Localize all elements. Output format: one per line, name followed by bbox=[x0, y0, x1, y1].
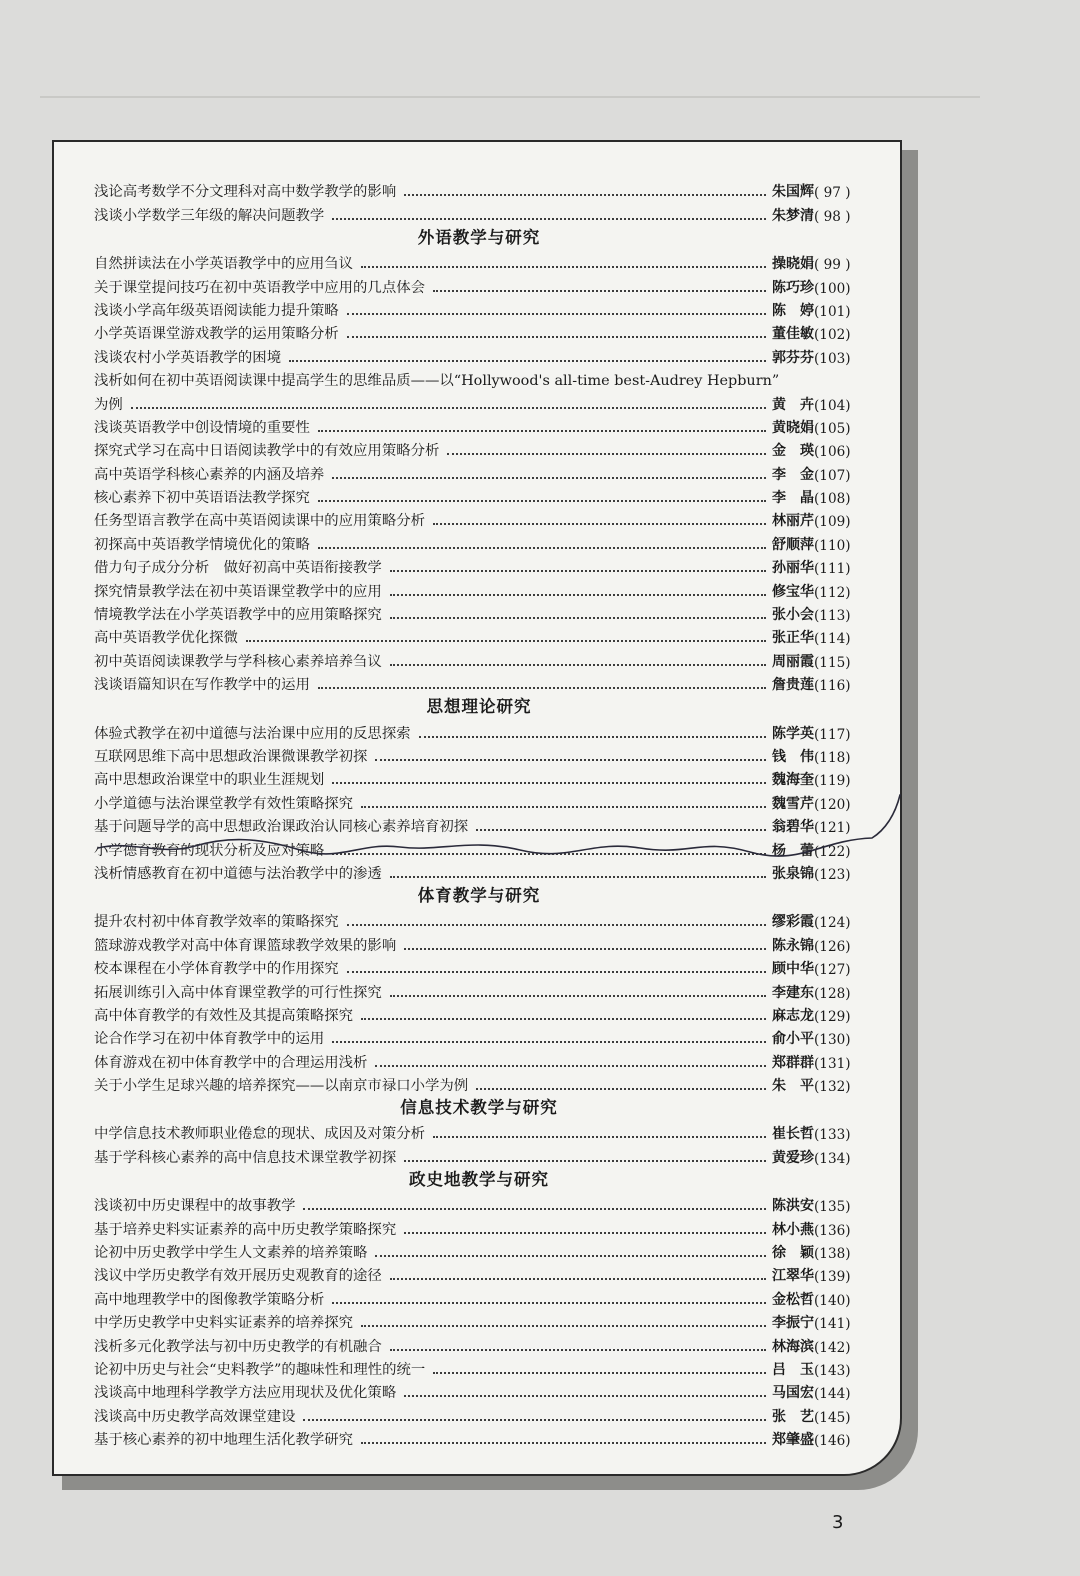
entry-author: 金松哲 bbox=[772, 1291, 814, 1308]
entry-title: 初探高中英语教学情境优化的策略 bbox=[94, 536, 310, 553]
entry-title: 提升农村初中体育教学效率的策略探究 bbox=[94, 914, 339, 931]
toc-entry bbox=[94, 343, 864, 366]
section-heading: 思想理论研究 bbox=[426, 697, 532, 717]
entry-page: (120) bbox=[814, 796, 851, 813]
entry-author: 顾中华 bbox=[772, 961, 814, 978]
entry-title: 浅谈语篇知识在写作教学中的运用 bbox=[94, 677, 310, 694]
toc-entry bbox=[94, 955, 864, 978]
entry-page: (100) bbox=[814, 280, 851, 297]
dot-leader bbox=[375, 759, 766, 761]
entry-page: (143) bbox=[814, 1362, 851, 1379]
toc-entry bbox=[94, 931, 864, 954]
entry-page: (105) bbox=[814, 420, 851, 437]
toc-entry bbox=[94, 1426, 864, 1449]
entry-title: 浅谈农村小学英语教学的困境 bbox=[94, 349, 282, 366]
entry-title: 浅谈小学数学三年级的解决问题教学 bbox=[94, 207, 325, 224]
entry-author: 陈永锦 bbox=[772, 937, 814, 954]
toc-entry bbox=[94, 766, 864, 789]
dot-leader bbox=[332, 853, 766, 855]
entry-title: 论初中历史与社会“史料教学”的趣味性和理性的统一 bbox=[94, 1361, 426, 1378]
dot-leader bbox=[332, 218, 766, 220]
entry-title: 浅论高考数学不分文理科对高中数学教学的影响 bbox=[94, 184, 397, 201]
toc-entry bbox=[94, 530, 864, 553]
dot-leader bbox=[419, 736, 766, 738]
toc-entry bbox=[94, 250, 864, 273]
entry-title: 论合作学习在初中体育教学中的运用 bbox=[94, 1031, 325, 1048]
entry-title: 小学道德与法治课堂教学有效性策略探究 bbox=[94, 795, 354, 812]
entry-page: (112) bbox=[814, 584, 851, 601]
toc-entry bbox=[94, 1356, 864, 1379]
entry-page: (141) bbox=[814, 1316, 851, 1333]
entry-page: (118) bbox=[814, 749, 851, 766]
entry-title: 核心素养下初中英语语法教学探究 bbox=[94, 490, 310, 507]
entry-title: 浅析多元化教学法与初中历史教学的有机融合 bbox=[94, 1338, 382, 1355]
toc-entry bbox=[94, 1402, 864, 1425]
entry-author: 陈巧珍 bbox=[772, 279, 814, 296]
dot-leader bbox=[361, 1442, 766, 1444]
entry-title: 为例 bbox=[94, 396, 123, 413]
entry-page: (119) bbox=[814, 773, 851, 790]
entry-author: 周丽霞 bbox=[772, 653, 814, 670]
entry-title: 浅谈英语教学中创设情境的重要性 bbox=[94, 419, 310, 436]
entry-title: 探究情景教学法在初中英语课堂教学中的应用 bbox=[94, 583, 382, 600]
toc-entry bbox=[94, 1048, 864, 1071]
entry-author: 孙丽华 bbox=[772, 560, 814, 577]
entry-page: (102) bbox=[814, 327, 851, 344]
entry-page: (108) bbox=[814, 491, 851, 508]
dot-leader bbox=[476, 829, 766, 831]
entry-author: 吕 玉 bbox=[772, 1361, 814, 1378]
entry-author: 李 晶 bbox=[772, 490, 814, 507]
entry-author: 翁碧华 bbox=[772, 819, 814, 836]
toc-entry bbox=[94, 577, 864, 600]
dot-leader bbox=[390, 995, 766, 997]
entry-author: 林海滨 bbox=[772, 1338, 814, 1355]
dot-leader bbox=[332, 1302, 766, 1304]
dot-leader bbox=[433, 1136, 766, 1138]
entry-page: ( 98 ) bbox=[814, 208, 851, 225]
entry-page: (115) bbox=[814, 654, 851, 671]
previous-page-header-line bbox=[40, 78, 980, 98]
toc-entry bbox=[94, 908, 864, 931]
entry-author: 李 金 bbox=[772, 466, 814, 483]
section-heading: 信息技术教学与研究 bbox=[400, 1098, 558, 1118]
entry-page: (127) bbox=[814, 962, 851, 979]
section-heading: 体育教学与研究 bbox=[417, 885, 541, 905]
entry-title: 高中英语教学优化探微 bbox=[94, 630, 238, 647]
dot-leader bbox=[332, 477, 766, 479]
entry-title: 拓展训练引入高中体育课堂教学的可行性探究 bbox=[94, 984, 382, 1001]
entry-page: (132) bbox=[814, 1079, 851, 1096]
dot-leader bbox=[318, 687, 766, 689]
entry-author: 舒顺萍 bbox=[772, 536, 814, 553]
entry-author: 江翠华 bbox=[772, 1268, 814, 1285]
dot-leader bbox=[433, 523, 766, 525]
section-heading: 外语教学与研究 bbox=[417, 227, 541, 247]
toc-entry bbox=[94, 647, 864, 670]
toc-entry bbox=[94, 1309, 864, 1332]
entry-page: (129) bbox=[814, 1008, 851, 1025]
page-number: 3 bbox=[832, 1512, 844, 1533]
entry-title: 高中英语学科核心素养的内涵及培养 bbox=[94, 466, 325, 483]
toc-entry bbox=[94, 1332, 864, 1355]
toc-entry bbox=[94, 789, 864, 812]
entry-page: (124) bbox=[814, 915, 851, 932]
entry-author: 麻志龙 bbox=[772, 1007, 814, 1024]
entry-page: (101) bbox=[814, 303, 851, 320]
entry-page: (140) bbox=[814, 1292, 851, 1309]
dot-leader bbox=[390, 876, 766, 878]
entry-title: 基于培养史料实证素养的高中历史教学策略探究 bbox=[94, 1221, 397, 1238]
entry-author: 朱 平 bbox=[772, 1078, 814, 1095]
dot-leader bbox=[375, 1255, 766, 1257]
entry-author: 郑肇盛 bbox=[772, 1432, 814, 1449]
entry-page: (128) bbox=[814, 985, 851, 1002]
dot-leader bbox=[404, 1160, 766, 1162]
entry-title: 小学德育教育的现状分析及应对策略 bbox=[94, 842, 325, 859]
dot-leader bbox=[332, 1041, 766, 1043]
entry-author: 郑群群 bbox=[772, 1054, 814, 1071]
entry-page: (104) bbox=[814, 397, 851, 414]
dot-leader bbox=[318, 430, 766, 432]
dot-leader bbox=[404, 194, 766, 196]
entry-author: 郭芬芬 bbox=[772, 349, 814, 366]
entry-title: 互联网思维下高中思想政治课微课教学初探 bbox=[94, 748, 368, 765]
entry-page: (131) bbox=[814, 1055, 851, 1072]
dot-leader bbox=[390, 1349, 766, 1351]
toc-entry bbox=[94, 1002, 864, 1025]
dot-leader bbox=[375, 1065, 766, 1067]
entry-page: ( 97 ) bbox=[814, 185, 851, 202]
dot-leader bbox=[447, 453, 766, 455]
entry-author: 陈 婷 bbox=[772, 302, 814, 319]
entry-page: (130) bbox=[814, 1032, 851, 1049]
entry-author: 黄 卉 bbox=[772, 396, 814, 413]
entry-page: (103) bbox=[814, 350, 851, 367]
entry-author: 黄晓娟 bbox=[772, 419, 814, 436]
entry-title: 小学英语课堂游戏教学的运用策略分析 bbox=[94, 326, 339, 343]
entry-author: 徐 颖 bbox=[772, 1245, 814, 1262]
entry-author: 李建东 bbox=[772, 984, 814, 1001]
toc-entry-continued bbox=[94, 367, 864, 390]
entry-title: 浅议中学历史教学有效开展历史观教育的途径 bbox=[94, 1268, 382, 1285]
entry-title: 任务型语言教学在高中英语阅读课中的应用策略分析 bbox=[94, 513, 425, 530]
entry-page: (110) bbox=[814, 537, 851, 554]
toc-entry bbox=[94, 1025, 864, 1048]
dot-leader bbox=[246, 640, 766, 642]
entry-page: (116) bbox=[814, 678, 851, 695]
toc-entry bbox=[94, 201, 864, 224]
dot-leader bbox=[347, 971, 766, 973]
entry-page: (138) bbox=[814, 1246, 851, 1263]
dot-leader bbox=[390, 1278, 766, 1280]
entry-title: 浅谈初中历史课程中的故事教学 bbox=[94, 1198, 296, 1215]
dot-leader bbox=[289, 360, 766, 362]
entry-title: 浅析情感教育在初中道德与法治教学中的渗透 bbox=[94, 865, 382, 882]
dot-leader bbox=[390, 664, 766, 666]
entry-author: 董佳敏 bbox=[772, 326, 814, 343]
entry-author: 张泉锦 bbox=[772, 865, 814, 882]
section-heading: 政史地教学与研究 bbox=[409, 1169, 549, 1189]
toc-entry bbox=[94, 1262, 864, 1285]
dot-leader bbox=[361, 1325, 766, 1327]
entry-title: 浅谈小学高年级英语阅读能力提升策略 bbox=[94, 302, 339, 319]
entry-page: (109) bbox=[814, 514, 851, 531]
entry-title: 浅谈高中地理科学教学方法应用现状及优化策略 bbox=[94, 1385, 397, 1402]
entry-page: (126) bbox=[814, 938, 851, 955]
dot-leader bbox=[347, 313, 766, 315]
dot-leader bbox=[476, 1088, 766, 1090]
entry-title: 校本课程在小学体育教学中的作用探究 bbox=[94, 961, 339, 978]
toc-entry bbox=[94, 1285, 864, 1308]
toc-entry bbox=[94, 1120, 864, 1143]
dot-leader bbox=[433, 1372, 766, 1374]
entry-title: 基于核心素养的初中地理生活化教学研究 bbox=[94, 1432, 354, 1449]
toc-entry bbox=[94, 273, 864, 296]
entry-page: (114) bbox=[814, 631, 851, 648]
entry-author: 陈学英 bbox=[772, 725, 814, 742]
entry-title: 篮球游戏教学对高中体育课篮球教学效果的影响 bbox=[94, 937, 397, 954]
toc-entry bbox=[94, 1192, 864, 1215]
entry-page: (142) bbox=[814, 1339, 851, 1356]
entry-page: (139) bbox=[814, 1269, 851, 1286]
toc-entry bbox=[94, 671, 864, 694]
toc-entry bbox=[94, 437, 864, 460]
entry-title: 高中地理教学中的图像教学策略分析 bbox=[94, 1291, 325, 1308]
table-of-contents bbox=[94, 178, 864, 1449]
dot-leader bbox=[361, 1018, 766, 1020]
toc-entry bbox=[94, 390, 864, 413]
dot-leader bbox=[404, 948, 766, 950]
entry-title: 中学历史教学中史料实证素养的培养探究 bbox=[94, 1315, 354, 1332]
entry-title: 基于问题导学的高中思想政治课政治认同核心素养培育初探 bbox=[94, 819, 469, 836]
entry-author: 杨 蕾 bbox=[772, 842, 814, 859]
entry-title: 浅谈高中历史教学高效课堂建设 bbox=[94, 1408, 296, 1425]
toc-entry bbox=[94, 554, 864, 577]
dot-leader bbox=[303, 1419, 766, 1421]
dot-leader bbox=[433, 290, 766, 292]
toc-entry bbox=[94, 860, 864, 883]
dot-leader bbox=[390, 617, 766, 619]
toc-entry bbox=[94, 601, 864, 624]
toc-entry bbox=[94, 978, 864, 1001]
entry-author: 林丽芹 bbox=[772, 513, 814, 530]
entry-author: 崔长哲 bbox=[772, 1126, 814, 1143]
toc-entry bbox=[94, 460, 864, 483]
entry-author: 魏海奎 bbox=[772, 772, 814, 789]
dot-leader bbox=[390, 570, 766, 572]
entry-author: 缪彩霞 bbox=[772, 914, 814, 931]
toc-entry bbox=[94, 719, 864, 742]
dot-leader bbox=[361, 806, 766, 808]
entry-title: 体育游戏在初中体育教学中的合理运用浅析 bbox=[94, 1054, 368, 1071]
entry-page: (146) bbox=[814, 1433, 851, 1450]
toc-entry bbox=[94, 743, 864, 766]
toc-entry bbox=[94, 813, 864, 836]
dot-leader bbox=[347, 924, 766, 926]
toc-entry bbox=[94, 320, 864, 343]
entry-title: 体验式教学在初中道德与法治课中应用的反思探索 bbox=[94, 725, 411, 742]
entry-page: (144) bbox=[814, 1386, 851, 1403]
toc-entry bbox=[94, 624, 864, 647]
entry-author: 操晓娟 bbox=[772, 256, 814, 273]
entry-page: (133) bbox=[814, 1127, 851, 1144]
toc-entry bbox=[94, 1072, 864, 1095]
entry-title: 浅析如何在初中英语阅读课中提高学生的思维品质——以“Hollywood's all-time best-Audrey Hepburn” bbox=[94, 373, 780, 390]
entry-author: 修宝华 bbox=[772, 583, 814, 600]
entry-author: 金 瑛 bbox=[772, 443, 814, 460]
entry-page: (117) bbox=[814, 726, 851, 743]
dot-leader bbox=[318, 547, 766, 549]
entry-author: 陈洪安 bbox=[772, 1198, 814, 1215]
entry-page: (122) bbox=[814, 843, 851, 860]
entry-page: (106) bbox=[814, 444, 851, 461]
toc-entry bbox=[94, 1215, 864, 1238]
entry-author: 林小燕 bbox=[772, 1221, 814, 1238]
entry-author: 李振宁 bbox=[772, 1315, 814, 1332]
entry-page: (113) bbox=[814, 608, 851, 625]
entry-page: ( 99 ) bbox=[814, 257, 851, 274]
dot-leader bbox=[361, 266, 766, 268]
toc-entry bbox=[94, 836, 864, 859]
toc-entry bbox=[94, 507, 864, 530]
entry-page: (107) bbox=[814, 467, 851, 484]
toc-entry bbox=[94, 484, 864, 507]
entry-author: 黄爱珍 bbox=[772, 1149, 814, 1166]
entry-title: 高中体育教学的有效性及其提高策略探究 bbox=[94, 1007, 354, 1024]
dot-leader bbox=[318, 500, 766, 502]
entry-author: 张正华 bbox=[772, 630, 814, 647]
toc-entry bbox=[94, 1379, 864, 1402]
entry-author: 朱梦清 bbox=[772, 207, 814, 224]
entry-page: (121) bbox=[814, 820, 851, 837]
entry-page: (136) bbox=[814, 1222, 851, 1239]
entry-title: 借力句子成分分析 做好初高中英语衔接教学 bbox=[94, 560, 382, 577]
dot-leader bbox=[390, 594, 766, 596]
entry-page: (145) bbox=[814, 1409, 851, 1426]
entry-title: 基于学科核心素养的高中信息技术课堂教学初探 bbox=[94, 1149, 397, 1166]
dot-leader bbox=[303, 1208, 766, 1210]
toc-entry bbox=[94, 297, 864, 320]
toc-entry bbox=[94, 178, 864, 201]
entry-author: 马国宏 bbox=[772, 1385, 814, 1402]
entry-author: 张 艺 bbox=[772, 1408, 814, 1425]
toc-entry bbox=[94, 1239, 864, 1262]
toc-entry bbox=[94, 1143, 864, 1166]
entry-page: (111) bbox=[814, 561, 851, 578]
entry-title: 中学信息技术教师职业倦怠的现状、成因及对策分析 bbox=[94, 1126, 425, 1143]
entry-page: (135) bbox=[814, 1199, 851, 1216]
entry-author: 张小会 bbox=[772, 607, 814, 624]
entry-author: 俞小平 bbox=[772, 1031, 814, 1048]
entry-author: 朱国辉 bbox=[772, 184, 814, 201]
entry-title: 高中思想政治课堂中的职业生涯规划 bbox=[94, 772, 325, 789]
dot-leader bbox=[347, 336, 766, 338]
entry-title: 情境教学法在小学英语教学中的应用策略探究 bbox=[94, 607, 382, 624]
entry-title: 论初中历史教学中学生人文素养的培养策略 bbox=[94, 1245, 368, 1262]
dot-leader bbox=[404, 1232, 766, 1234]
entry-title: 探究式学习在高中日语阅读教学中的有效应用策略分析 bbox=[94, 443, 440, 460]
dot-leader bbox=[332, 782, 766, 784]
entry-title: 自然拼读法在小学英语教学中的应用刍议 bbox=[94, 256, 354, 273]
entry-title: 初中英语阅读课教学与学科核心素养培养刍议 bbox=[94, 653, 382, 670]
toc-entry bbox=[94, 414, 864, 437]
entry-page: (123) bbox=[814, 866, 851, 883]
entry-author: 魏雪芹 bbox=[772, 795, 814, 812]
entry-author: 钱 伟 bbox=[772, 748, 814, 765]
dot-leader bbox=[131, 407, 766, 409]
dot-leader bbox=[404, 1395, 766, 1397]
entry-author: 詹贵莲 bbox=[772, 677, 814, 694]
entry-title: 关于小学生足球兴趣的培养探究——以南京市禄口小学为例 bbox=[94, 1078, 469, 1095]
entry-title: 关于课堂提问技巧在初中英语教学中应用的几点体会 bbox=[94, 279, 425, 296]
entry-page: (134) bbox=[814, 1150, 851, 1167]
